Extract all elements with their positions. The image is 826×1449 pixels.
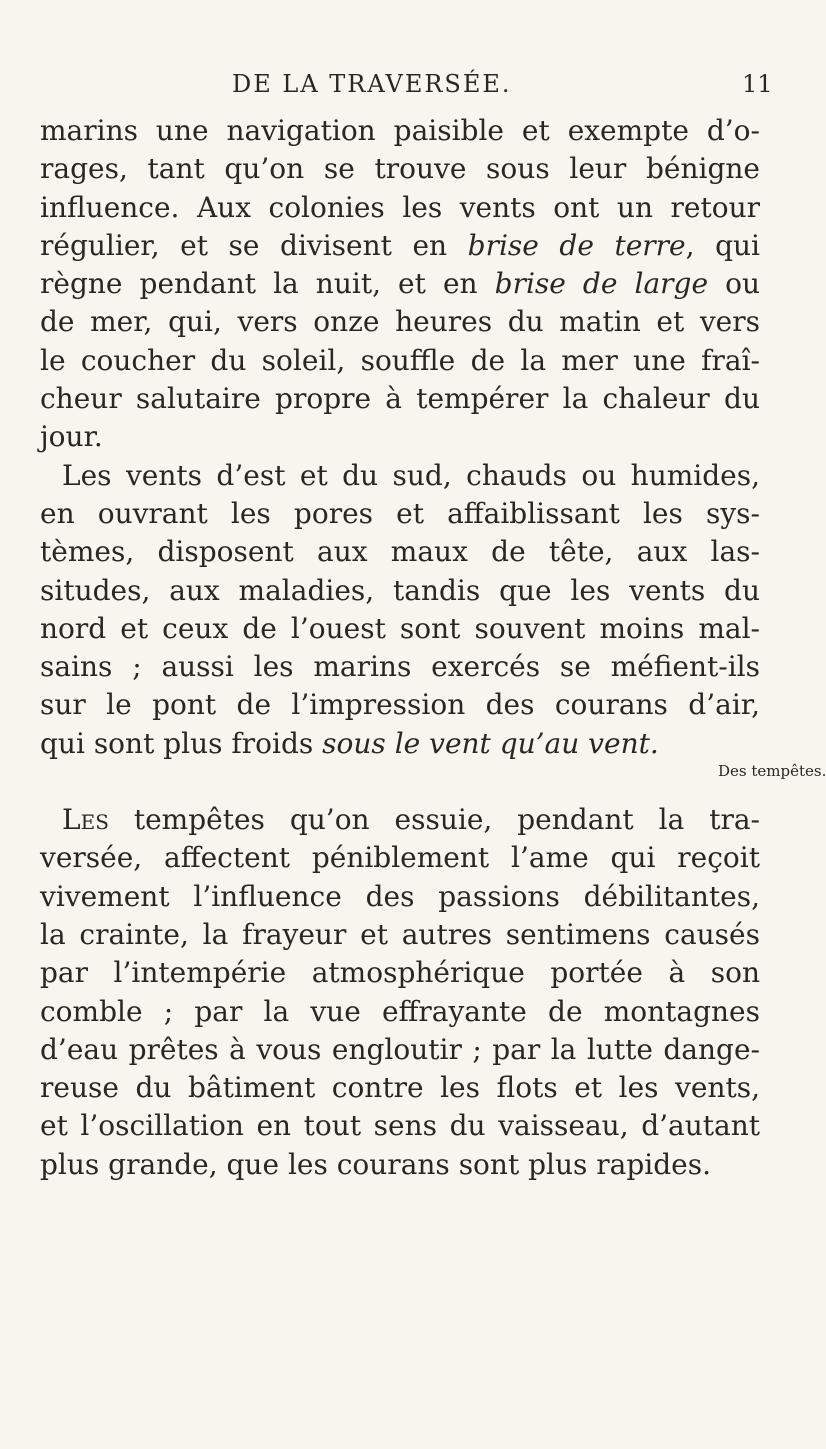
text-line: la crainte, la frayeur et autres sentimens causés — [40, 917, 760, 951]
text-line: et l’oscillation en tout sens du vaisseau, d’autant — [40, 1109, 760, 1143]
text-line: cheur salutaire propre à tempérer la chaleur du — [40, 382, 760, 416]
text-line: vivement l’influence des passions débilitantes, — [40, 879, 760, 913]
text-line — [40, 265, 760, 303]
text-run: , qui — [685, 228, 760, 262]
text-line: le coucher du soleil, souffle de la mer une fraî- — [40, 343, 760, 377]
text-line: tèmes, disposent aux maux de tête, aux las- — [40, 535, 760, 569]
text-line: par l’intempérie atmosphérique portée à son — [40, 956, 760, 990]
text-line: sur le pont de l’impression des courans d’air, — [40, 688, 760, 722]
running-title: DE LA TRAVERSÉE. — [232, 70, 512, 98]
text-run: régulier, et se divisent en — [40, 228, 468, 262]
text-line: influence. Aux colonies les vents ont un retour — [40, 190, 760, 224]
text-run: qui sont plus froids — [40, 726, 323, 760]
smallcaps-word: Les — [62, 803, 109, 837]
text-run: tempêtes qu’on essuie, pendant la tra- — [108, 803, 760, 837]
text-line: nord et ceux de l’ouest sont souvent moins mal- — [40, 611, 760, 645]
text-line: jour. — [40, 420, 103, 454]
text-line: en ouvrant les pores et affaiblissant les sys- — [40, 496, 760, 530]
italic-term: brise de large — [494, 267, 709, 301]
text-run: règne pendant la nuit, et en — [40, 267, 495, 301]
paragraph-gap — [40, 763, 760, 801]
text-line: reuse du bâtiment contre les flots et les vents, — [40, 1071, 760, 1105]
text-line: Les vents d’est et du sud, chauds ou humides, — [62, 458, 760, 492]
text-line: versée, affectent péniblement l’ame qui reçoit — [40, 841, 760, 875]
text-line: rages, tant qu’on se trouve sous leur bénigne — [40, 152, 760, 186]
text-line — [40, 227, 760, 265]
text-line: d’eau prêtes à vous engloutir ; par la lutte dange- — [40, 1032, 760, 1066]
margin-note: Des tempêtes. — [718, 762, 826, 780]
text-line: de mer, qui, vers onze heures du matin et vers — [40, 305, 760, 339]
text-line — [40, 801, 760, 839]
text-line: comble ; par la vue effrayante de montagnes — [40, 994, 760, 1028]
text-line: marins une navigation paisible et exempte d’o- — [40, 114, 760, 147]
italic-term: sous le vent qu’au vent. — [322, 726, 659, 760]
body-text — [40, 112, 760, 1184]
text-line: situdes, aux maladies, tandis que les vents du — [40, 573, 760, 607]
text-run: ou — [708, 267, 761, 301]
page-header — [0, 70, 800, 110]
text-line — [40, 725, 760, 763]
text-line: plus grande, que les courans sont plus rapides. — [40, 1147, 712, 1181]
italic-term: brise de terre — [467, 228, 686, 262]
text-line: sains ; aussi les marins exercés se méfient-ils — [40, 650, 760, 684]
page-number: 11 — [742, 70, 773, 98]
